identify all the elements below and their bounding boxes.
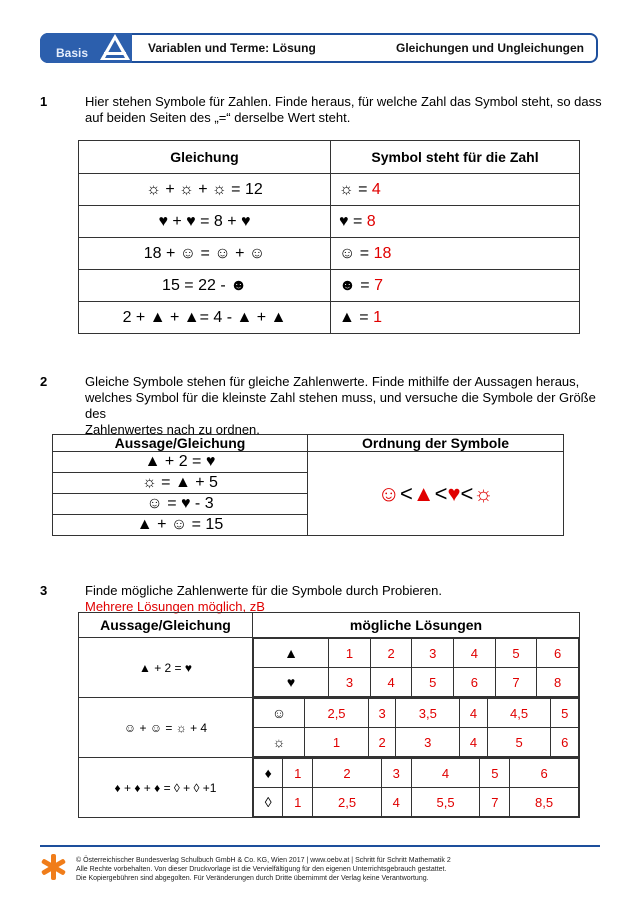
solution-cell	[331, 238, 580, 270]
sun-symbol: ☼	[473, 480, 494, 506]
value: 5	[495, 639, 537, 668]
value: 5	[487, 728, 551, 757]
footer-line: Die Kopiergebühren sind abgegolten. Für Veränderungen durch Dritte übernimmt der Verlag keine Verantwortung.	[76, 875, 429, 882]
solutions-table	[78, 612, 580, 818]
value: 2,5	[305, 699, 369, 728]
answer-value: 4	[371, 180, 381, 198]
statement-cell: ☺ = ♥ - 3	[53, 494, 308, 515]
value: 1	[283, 759, 313, 788]
footer-line: Alle Rechte vorbehalten. Von dieser Druckvorlage ist die Vervielfältigung für den eigenen Unterrichtsgebrauch gestattet.	[76, 866, 447, 873]
value: 3	[329, 668, 371, 697]
diamond-symbol: ♦	[254, 759, 283, 788]
smiley-symbol: ☺	[254, 699, 305, 728]
instruction-line: Hier stehen Symbole für Zahlen. Finde heraus, für welche Zahl das Symbol steht, so dass	[85, 94, 602, 109]
task-instructions	[85, 374, 615, 438]
value: 4,5	[487, 699, 551, 728]
footer-divider	[40, 845, 600, 847]
table-row	[79, 758, 580, 818]
value: 2,5	[313, 788, 382, 817]
column-header: mögliche Lösungen	[253, 613, 580, 638]
task-number: 1	[40, 94, 48, 109]
value: 2	[313, 759, 382, 788]
smiley-symbol: ☺	[377, 480, 400, 506]
triangle-symbol: ▲	[254, 639, 329, 668]
values-grid	[253, 698, 579, 757]
value: 5	[412, 668, 454, 697]
page-header	[40, 33, 598, 63]
value: 4	[454, 639, 496, 668]
table-row	[79, 238, 580, 270]
footer-line: © Österreichischer Bundesverlag Schulbuch GmbH & Co. KG, Wien 2017 | www.oebv.at | Schritt für Schritt Mathematik 2	[76, 857, 451, 864]
statement-cell: ☺ + ☺ = ☼ + 4	[79, 698, 253, 758]
value: 4	[381, 788, 411, 817]
value: 4	[460, 699, 488, 728]
publisher-logo-icon	[40, 852, 66, 882]
hint-text: Mehrere Lösungen möglich, zB	[85, 599, 265, 614]
symbol-label: ☻ =	[339, 276, 375, 294]
table-row	[79, 698, 580, 758]
symbol-label: ▲ =	[339, 308, 374, 326]
table-row	[79, 206, 580, 238]
statement-cell: ▲ + 2 = ♥	[79, 638, 253, 698]
symbol-table	[78, 140, 580, 334]
equation-cell: 15 = 22 - ☻	[79, 270, 331, 302]
answer-value: 7	[374, 276, 383, 294]
heart-symbol: ♥	[254, 668, 329, 697]
column-header: Aussage/Gleichung	[53, 435, 308, 452]
instruction-line: Gleiche Symbole stehen für gleiche Zahlenwerte. Finde mithilfe der Aussagen heraus,	[85, 374, 580, 389]
instruction-line: welches Symbol für die kleinste Zahl stehen muss, und versuche die Symbole der Größe des	[85, 390, 596, 421]
statement-cell: ♦ + ♦ + ♦ = ◊ + ◊ +1	[79, 758, 253, 818]
value: 3	[368, 699, 396, 728]
value: 5	[480, 759, 510, 788]
solution-cell	[331, 206, 580, 238]
solution-cell	[331, 270, 580, 302]
value: 5	[551, 699, 579, 728]
value: 6	[551, 728, 579, 757]
task-number: 3	[40, 583, 48, 598]
solution-cell	[331, 302, 580, 334]
task-instructions	[85, 94, 605, 126]
solutions-cell	[253, 758, 580, 818]
solution-cell	[331, 174, 580, 206]
heart-symbol: ♥	[447, 480, 461, 506]
value: 2	[368, 728, 396, 757]
values-grid	[253, 638, 579, 697]
value: 7	[480, 788, 510, 817]
statement-cell: ☼ = ▲ + 5	[53, 473, 308, 494]
level-badge	[40, 33, 132, 63]
instruction-line: Finde mögliche Zahlenwerte für die Symbole durch Probieren.	[85, 583, 442, 598]
value: 3,5	[396, 699, 460, 728]
value: 1	[283, 788, 313, 817]
task-instructions	[85, 583, 585, 615]
lozenge-symbol: ◊	[254, 788, 283, 817]
equation-cell: 18 + ☺ = ☺ + ☺	[79, 238, 331, 270]
solutions-cell	[253, 638, 580, 698]
equation-cell: 2 + ▲ + ▲= 4 - ▲ + ▲	[79, 302, 331, 334]
less-than: <	[460, 480, 474, 506]
less-than: <	[434, 480, 448, 506]
copyright-notice	[76, 856, 451, 883]
table-row	[79, 270, 580, 302]
answer-value: 18	[373, 244, 392, 262]
instruction-line: Zahlenwertes nach zu ordnen.	[85, 422, 260, 437]
sun-symbol: ☼	[254, 728, 305, 757]
answer-value: 1	[373, 308, 382, 326]
table-row	[79, 638, 580, 698]
value: 6	[537, 639, 579, 668]
table-row	[79, 174, 580, 206]
triangle-symbol: ▲	[412, 480, 435, 506]
value: 8	[537, 668, 579, 697]
value: 4	[460, 728, 488, 757]
column-header: Gleichung	[79, 141, 331, 174]
symbol-label: ♥ =	[339, 212, 367, 230]
value: 6	[510, 759, 579, 788]
badge-label: Basis	[56, 46, 89, 60]
column-header: Symbol steht für die Zahl	[331, 141, 580, 174]
value: 5,5	[411, 788, 480, 817]
value: 3	[412, 639, 454, 668]
symbol-label: ☼ =	[339, 180, 372, 198]
task-number: 2	[40, 374, 48, 389]
value: 2	[370, 639, 412, 668]
value: 8,5	[510, 788, 579, 817]
instruction-line: auf beiden Seiten des „=“ derselbe Wert steht.	[85, 110, 351, 125]
equation-cell: ♥ + ♥ = 8 + ♥	[79, 206, 331, 238]
triangle-logo-icon	[98, 31, 132, 63]
chapter-title: Gleichungen und Ungleichungen	[396, 41, 584, 55]
value: 7	[495, 668, 537, 697]
values-grid	[253, 758, 579, 817]
solutions-cell	[253, 698, 580, 758]
worksheet-title: Variablen und Terme: Lösung	[148, 41, 316, 55]
statement-cell: ▲ + 2 = ♥	[53, 452, 308, 473]
value: 4	[370, 668, 412, 697]
value: 3	[381, 759, 411, 788]
table-row	[79, 302, 580, 334]
value: 4	[411, 759, 480, 788]
statement-cell: ▲ + ☺ = 15	[53, 515, 308, 536]
value: 1	[305, 728, 369, 757]
symbol-label: ☺ =	[339, 244, 374, 262]
value: 3	[396, 728, 460, 757]
less-than: <	[399, 480, 413, 506]
symbol-order-cell	[308, 452, 564, 536]
value: 1	[329, 639, 371, 668]
value: 6	[454, 668, 496, 697]
ordering-table	[52, 434, 564, 536]
column-header: Aussage/Gleichung	[79, 613, 253, 638]
table-row	[53, 452, 564, 473]
answer-value: 8	[366, 212, 376, 230]
equation-cell: ☼ + ☼ + ☼ = 12	[79, 174, 331, 206]
column-header: Ordnung der Symbole	[308, 435, 564, 452]
